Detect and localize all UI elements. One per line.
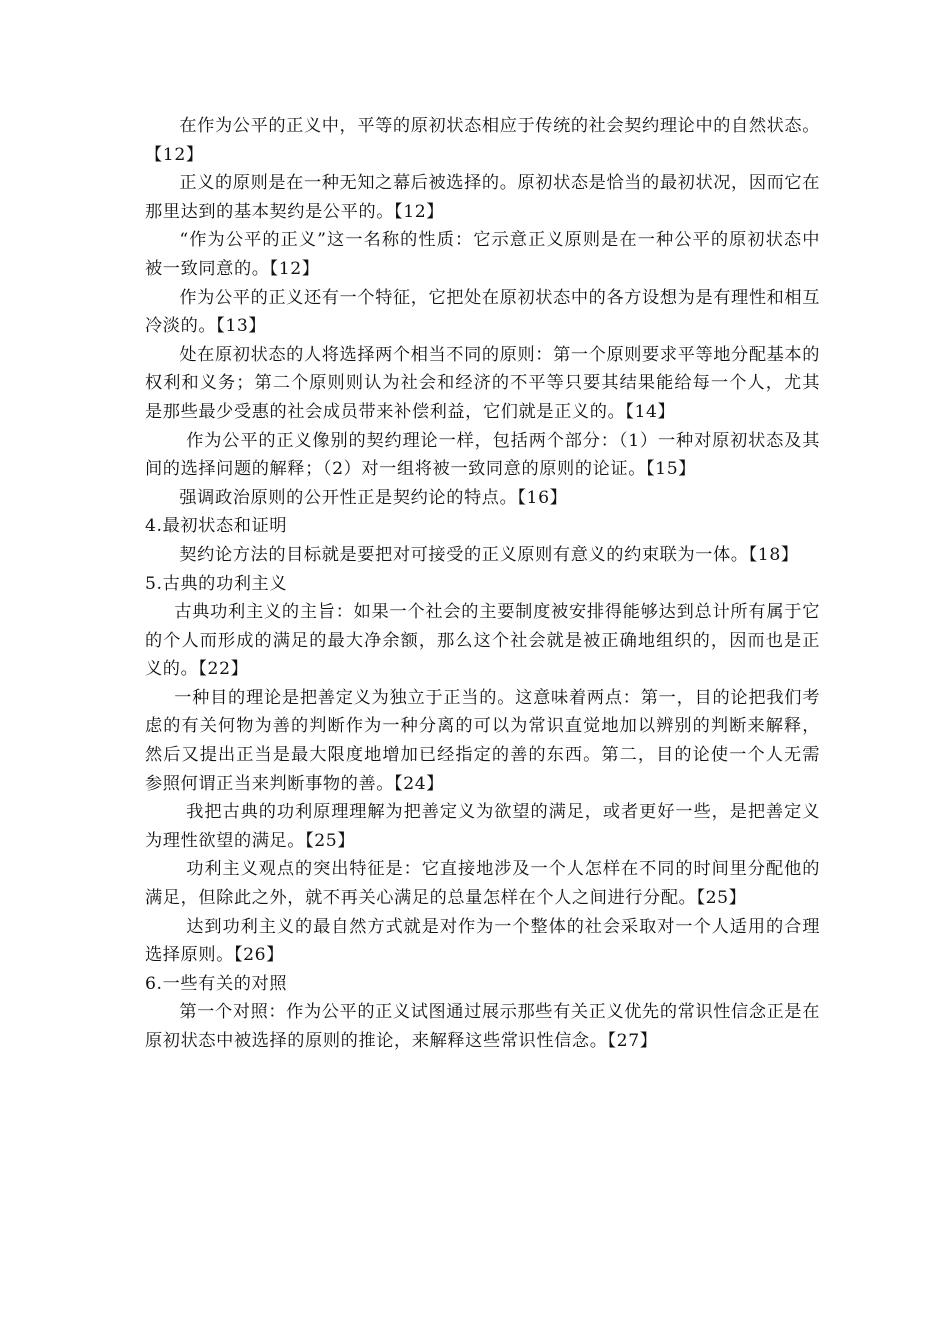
paragraph: 强调政治原则的公开性正是契约论的特点。【16】 xyxy=(179,487,568,508)
paragraph: “作为公平的正义”这一名称的性质：它示意正义原则是在一种公平的原初状态中被一致同意的。【12】 xyxy=(145,230,820,279)
section-heading: 5.古典的功利主义 xyxy=(145,573,288,594)
paragraph: 正义的原则是在一种无知之幕后被选择的。原初状态是恰当的最初状况，因而它在那里达到的基本契约是公平的。【12】 xyxy=(145,173,820,222)
section-heading: 4.最初状态和证明 xyxy=(145,516,288,537)
paragraph: 在作为公平的正义中，平等的原初状态相应于传统的社会契约理论中的自然状态。【12】 xyxy=(145,116,820,165)
section-heading: 6.一些有关的对照 xyxy=(145,973,288,994)
paragraph: 达到功利主义的最自然方式就是对作为一个整体的社会采取对一个人适用的合理选择原则。【26】 xyxy=(145,916,820,966)
paragraph: 古典功利主义的主旨：如果一个社会的主要制度被安排得能够达到总计所有属于它的个人而形成的满足的最大净余额，那么这个社会就是被正确地组织的，因而也是正义的。【22】 xyxy=(145,602,820,680)
paragraph: 功利主义观点的突出特征是：它直接地涉及一个人怎样在不同的时间里分配他的满足，但除此之外，就不再关心满足的总量怎样在个人之间进行分配。【25】 xyxy=(145,859,820,909)
paragraph: 作为公平的正义还有一个特征，它把处在原初状态中的各方设想为是有理性和相互冷淡的。【13】 xyxy=(145,287,820,337)
paragraph: 作为公平的正义像别的契约理论一样，包括两个部分：（1）一种对原初状态及其间的选择问题的解释；（2）对一组将被一致同意的原则的论证。【15】 xyxy=(145,430,820,480)
paragraph: 处在原初状态的人将选择两个相当不同的原则：第一个原则要求平等地分配基本的权利和义务；第二个原则则认为社会和经济的不平等只要其结果能给每一个人，尤其是那些最少受惠的社会成员带来补偿利益，它们就是正义的。【14】 xyxy=(145,344,820,422)
paragraph: 我把古典的功利原理理解为把善定义为欲望的满足，或者更好一些，是把善定义为理性欲望的满足。【25】 xyxy=(145,802,820,851)
paragraph: 一种目的理论是把善定义为独立于正当的。这意味着两点：第一，目的论把我们考虑的有关何物为善的判断作为一种分离的可以为常识直觉地加以辨别的判断来解释，然后又提出正当是最大限度地增加已经指定的善的东西。第二，目的论使一个人无需参照何谓正当来判断事物的善。【24】 xyxy=(145,687,820,794)
document-page xyxy=(145,112,820,1056)
paragraph: 第一个对照：作为公平的正义试图通过展示那些有关正义优先的常识性信念正是在原初状态中被选择的原则的推论，来解释这些常识性信念。【27】 xyxy=(145,1002,820,1051)
paragraph: 契约论方法的目标就是要把对可接受的正义原则有意义的约束联为一体。【18】 xyxy=(179,544,799,565)
